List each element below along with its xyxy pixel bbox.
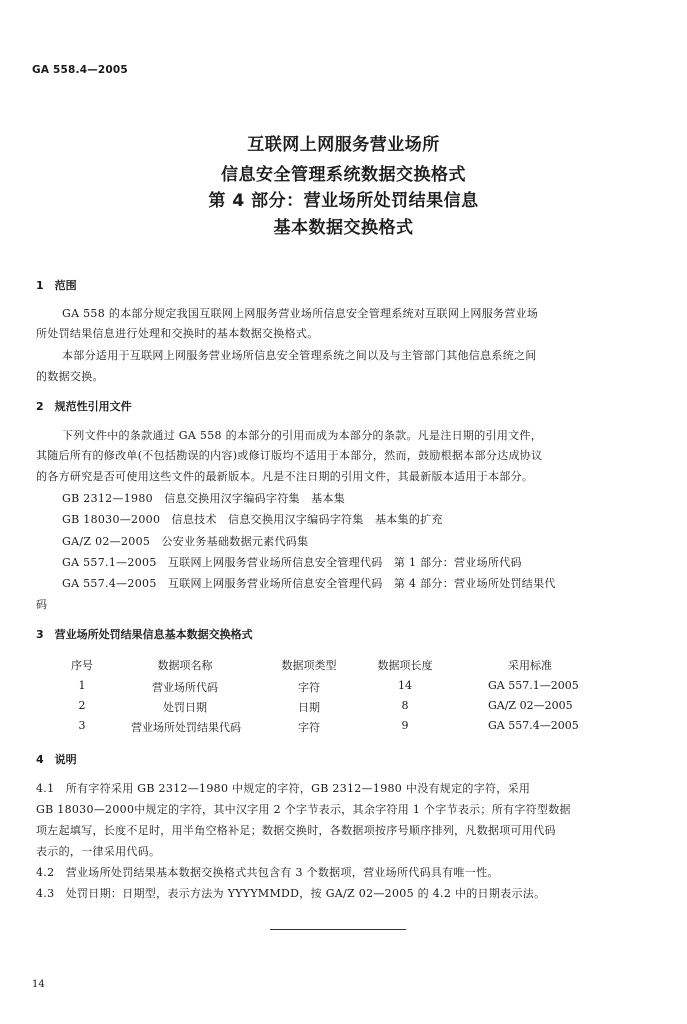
table-cell-standard: GA/Z 02—2005 [488, 699, 573, 712]
table-cell-length: 14 [398, 679, 412, 692]
table-cell-length: 8 [401, 699, 409, 712]
note-4-1-line-2: GB 18030—2000中规定的字符，其中汉字用 2 个字节表示，其余字符用 1 个字节表示；所有字符型数据 [36, 803, 571, 816]
title-line-4: 基本数据交换格式 [273, 218, 414, 238]
table-header-cell: 采用标准 [508, 659, 552, 672]
table-header-cell: 序号 [71, 659, 93, 672]
section-3-heading: 3 营业场所处罚结果信息基本数据交换格式 [36, 628, 253, 641]
table-cell-standard: GA 557.1—2005 [488, 679, 579, 692]
table-cell-standard: GA 557.4—2005 [488, 719, 579, 732]
section-1-heading: 1 范围 [36, 279, 77, 292]
section-1-para-2-line-2: 的数据交换。 [36, 370, 104, 383]
section-4-heading: 4 说明 [36, 753, 77, 766]
title-line-2: 信息安全管理系统数据交换格式 [221, 165, 466, 185]
table-header-cell: 数据项名称 [157, 659, 213, 672]
note-4-1-line-3: 项左起填写，长度不足时，用半角空格补足；数据交换时，各数据项按序号顺序排列，凡数据项可用代码 [36, 824, 556, 837]
table-cell-length: 9 [401, 719, 409, 732]
section-2-para-line-1: 下列文件中的条款通过 GA 558 的本部分的引用而成为本部分的条款。凡是注日期的引用文件， [62, 429, 543, 442]
normative-reference-5-line-1: GA 557.4—2005 互联网上网服务营业场所信息安全管理代码 第 4 部分：营业场所处罚结果代 [62, 577, 556, 590]
title-line-3: 第 4 部分：营业场所处罚结果信息 [208, 191, 479, 211]
section-1-para-2-line-1: 本部分适用于互联网上网服务营业场所信息安全管理系统之间以及与主管部门其他信息系统之间 [62, 349, 537, 362]
table-cell-index: 1 [78, 679, 86, 692]
footnote-divider [270, 929, 406, 930]
table-header-cell: 数据项类型 [281, 659, 337, 672]
section-2-para-line-3: 的各方研究是否可使用这些文件的最新版本。凡是不注日期的引用文件，其最新版本适用于本部分。 [36, 470, 534, 483]
table-cell-type: 字符 [298, 681, 320, 694]
table-cell-type: 字符 [298, 721, 320, 734]
section-2-heading: 2 规范性引用文件 [36, 400, 132, 413]
page-number: 14 [32, 979, 45, 990]
normative-reference-5-line-2: 码 [36, 598, 48, 611]
table-cell-index: 3 [78, 719, 86, 732]
normative-reference-4: GA 557.1—2005 互联网上网服务营业场所信息安全管理代码 第 1 部分：营业场所代码 [62, 556, 522, 569]
note-4-1-line-4: 表示的，一律采用代码。 [36, 845, 161, 858]
table-cell-index: 2 [78, 699, 86, 712]
table-cell-name: 营业场所处罚结果代码 [131, 721, 241, 734]
table-cell-type: 日期 [298, 701, 320, 714]
normative-reference-3: GA/Z 02—2005 公安业务基础数据元素代码集 [62, 535, 309, 548]
standard-id-header: GA 558.4—2005 [32, 64, 128, 76]
note-4-2: 4.2 营业场所处罚结果基本数据交换格式共包含有 3 个数据项，营业场所代码具有唯一性。 [36, 866, 499, 879]
table-cell-name: 营业场所代码 [152, 681, 218, 694]
normative-reference-2: GB 18030—2000 信息技术 信息交换用汉字编码字符集 基本集的扩充 [62, 513, 443, 526]
section-2-para-line-2: 其随后所有的修改单(不包括勘误的内容)或修订版均不适用于本部分，然而，鼓励根据本部分达成协议 [36, 449, 543, 462]
title-line-1: 互联网上网服务营业场所 [247, 135, 440, 155]
section-1-para-1-line-2: 所处罚结果信息进行处理和交换时的基本数据交换格式。 [36, 327, 319, 340]
table-header-cell: 数据项长度 [377, 659, 433, 672]
table-cell-name: 处罚日期 [163, 701, 207, 714]
section-1-para-1-line-1: GA 558 的本部分规定我国互联网上网服务营业场所信息安全管理系统对互联网上网服务营业场 [62, 307, 539, 320]
note-4-3: 4.3 处罚日期：日期型，表示方法为 YYYYMMDD，按 GA/Z 02—2005 的 4.2 中的日期表示法。 [36, 887, 546, 900]
normative-reference-1: GB 2312—1980 信息交换用汉字编码字符集 基本集 [62, 492, 346, 505]
note-4-1-line-1: 4.1 所有字符采用 GB 2312—1980 中规定的字符，GB 2312—1980 中没有规定的字符，采用 [36, 782, 531, 795]
